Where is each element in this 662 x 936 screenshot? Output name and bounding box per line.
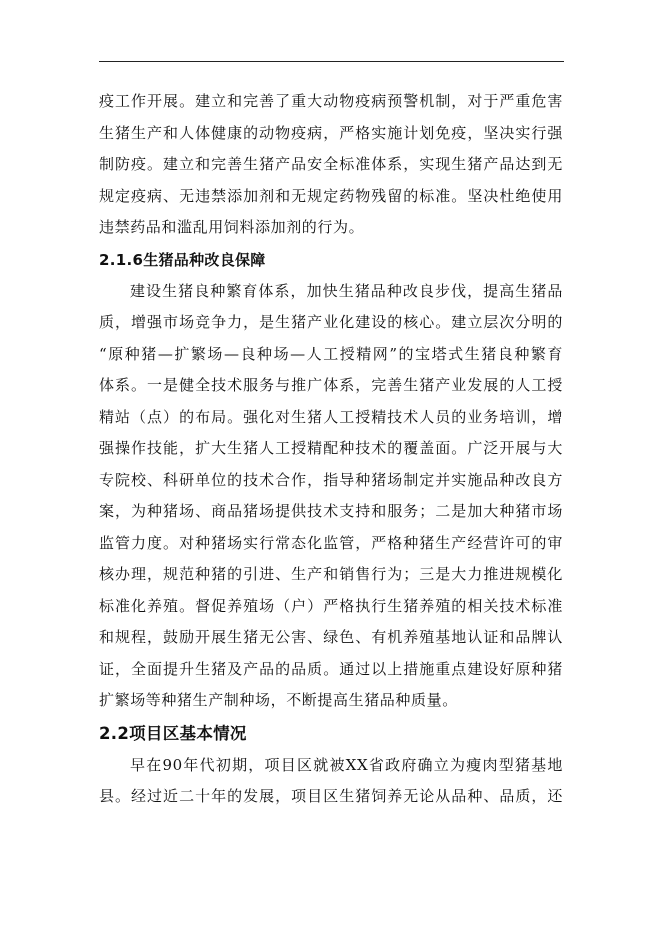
text-line: 违禁药品和滥乱用饲料添加剂的行为。 — [99, 218, 365, 236]
text-line: “原种猪—扩繁场—良种场—人工授精网”的宝塔式生猪良种繁育 — [99, 344, 563, 363]
document-body — [99, 86, 563, 813]
section-heading-2-2: 2.2项目区基本情况 — [99, 723, 247, 743]
text-line: 生猪生产和人体健康的动物疫病，严格实施计划免疫，坚决实行强 — [99, 123, 563, 142]
text-line: 专院校、科研单位的技术合作，指导种猪场制定并实施品种改良方 — [99, 470, 563, 489]
section-heading-2-1-6: 2.1.6生猪品种改良保障 — [99, 250, 266, 269]
text-line: 早在90年代初期，项目区就被XX省政府确立为瘦肉型猪基地 — [130, 755, 563, 774]
text-line: 扩繁场等种猪生产制种场，不断提高生猪品种质量。 — [99, 691, 458, 709]
paragraph-epidemic-prevention — [99, 86, 563, 244]
text-line: 核办理，规范种猪的引进、生产和销售行为；三是大力推进规模化 — [99, 565, 563, 583]
paragraph-project-area — [99, 750, 563, 813]
text-line: 强操作技能，扩大生猪人工授精配种技术的覆盖面。广泛开展与大 — [99, 439, 563, 457]
text-line: 制防疫。建立和完善生猪产品安全标准体系，实现生猪产品达到无 — [99, 155, 563, 173]
text-line: 县。经过近二十年的发展，项目区生猪饲养无论从品种、品质，还 — [99, 787, 563, 805]
text-line: 精站（点）的布局。强化对生猪人工授精技术人员的业务培训，增 — [99, 407, 563, 426]
text-line: 质，增强市场竞争力，是生猪产业化建设的核心。建立层次分明的 — [99, 313, 563, 331]
text-line: 疫工作开展。建立和完善了重大动物疫病预警机制，对于严重危害 — [99, 92, 563, 110]
paragraph-breed-improvement — [99, 276, 563, 717]
text-line: 体系。一是健全技术服务与推广体系，完善生猪产业发展的人工授 — [99, 376, 563, 394]
text-line: 案，为种猪场、商品猪场提供技术支持和服务；二是加大种猪市场 — [99, 502, 563, 520]
text-line: 监管力度。对种猪场实行常态化监管，严格种猪生产经营许可的审 — [99, 533, 563, 552]
header-rule — [99, 61, 564, 62]
text-line: 证，全面提升生猪及产品的品质。通过以上措施重点建设好原种猪 — [99, 659, 563, 678]
text-line: 标准化养殖。督促养殖场（户）严格执行生猪养殖的相关技术标准 — [99, 596, 563, 615]
text-line: 建设生猪良种繁育体系，加快生猪品种改良步伐，提高生猪品 — [130, 281, 563, 300]
text-line: 规定疫病、无违禁添加剂和无规定药物残留的标准。坚决杜绝使用 — [99, 186, 563, 205]
text-line: 和规程，鼓励开展生猪无公害、绿色、有机养殖基地认证和品牌认 — [99, 628, 563, 646]
